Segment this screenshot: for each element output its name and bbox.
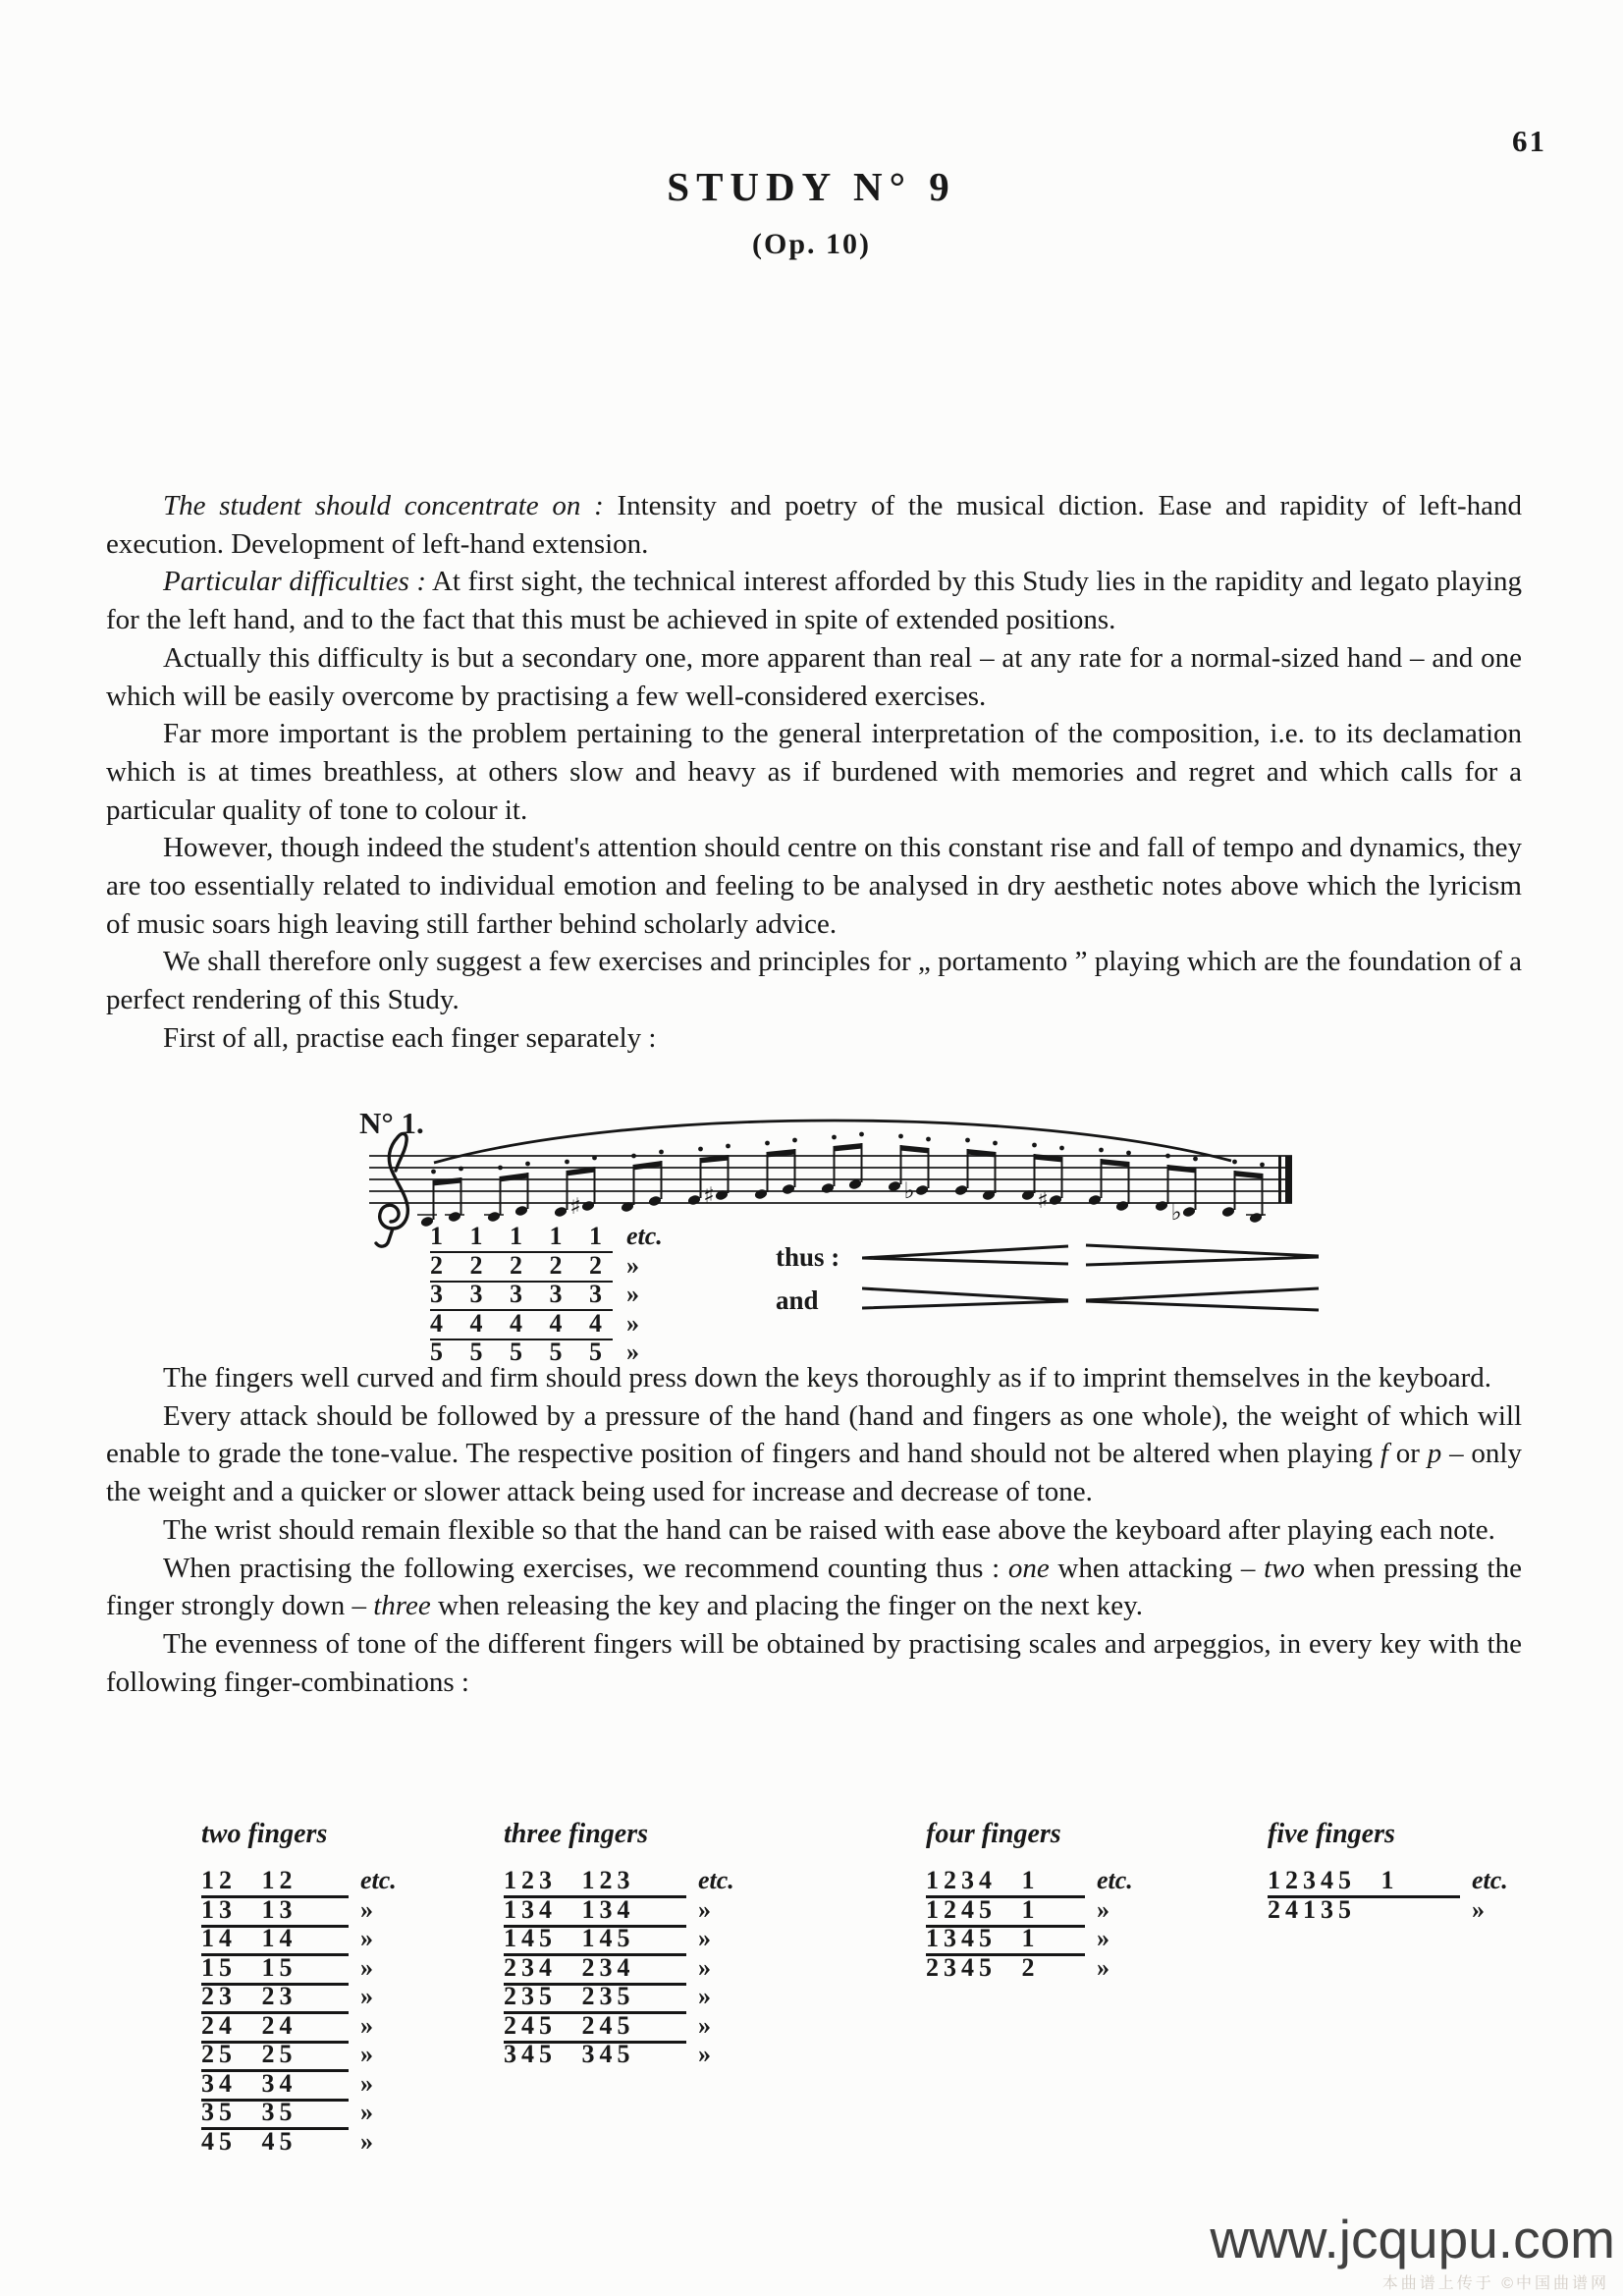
paragraph (106, 1397, 1522, 1511)
combination-suffix: etc. (1472, 1866, 1508, 1894)
combination-pair: 123 123 (504, 1866, 686, 1898)
combination-row (926, 1953, 1133, 1983)
sharp-icon: ♯ (1037, 1188, 1049, 1214)
combination-pair: 13 13 (201, 1895, 349, 1928)
combination-row (504, 1982, 734, 2011)
page-number: 61 (1512, 124, 1546, 158)
crescendo-decrescendo-hairpins-icon (862, 1240, 1324, 1274)
combination-row (504, 2011, 734, 2041)
combination-pair: 12 12 (201, 1866, 349, 1898)
italic-one: one (1007, 1552, 1050, 1584)
combination-row (201, 1953, 397, 1983)
column-header: two fingers (201, 1819, 328, 1849)
italic-p: p (1427, 1438, 1442, 1470)
combination-pair: 35 35 (201, 2098, 349, 2130)
combination-row (201, 2127, 397, 2157)
combination-pair: 15 15 (201, 1953, 349, 1986)
combination-suffix: » (360, 1894, 373, 1924)
combination-suffix: » (1097, 1894, 1109, 1924)
paragraph-text: or (1387, 1438, 1428, 1470)
paragraph-lead: Particular difficulties : (163, 566, 427, 598)
combination-suffix: » (698, 1924, 711, 1952)
column-header: three fingers (504, 1819, 648, 1849)
combination-suffix: » (360, 2098, 373, 2126)
combination-row (201, 2098, 397, 2127)
combination-pair: 14 14 (201, 1924, 349, 1956)
combination-suffix: etc. (360, 1866, 397, 1894)
fingering-digits: 5 5 5 5 5 (430, 1338, 602, 1366)
italic-two: two (1264, 1552, 1305, 1584)
sharp-icon: ♯ (569, 1194, 581, 1220)
combination-row (201, 1924, 397, 1953)
final-barline (1278, 1156, 1292, 1203)
combination-pair: 134 134 (504, 1895, 686, 1928)
fingering-digits: 2 2 2 2 2 (430, 1251, 613, 1283)
paragraph (106, 487, 1522, 563)
combination-suffix: » (1472, 1894, 1485, 1924)
exercise-number-label: N° 1. (359, 1106, 424, 1140)
combination-suffix: » (360, 1982, 373, 2010)
paragraph-text: when releasing the key and placing the finger on the next key. (430, 1590, 1144, 1622)
fingering-suffix: » (626, 1308, 639, 1338)
watermark-url: www.jcqupu.com (1210, 2209, 1615, 2269)
combination-row (926, 1924, 1133, 1953)
fingering-suffix: etc. (626, 1222, 663, 1250)
dynamics-legend (776, 1235, 1324, 1322)
study-title: STUDY N° 9 (667, 164, 956, 209)
combination-row (504, 1953, 734, 1983)
italic-f: f (1380, 1438, 1388, 1470)
paragraph: Actually this difficulty is but a secondary one, more apparent than real – at any rate for a normal-sized hand – and one which will be easily overcome by practising a few well-considered exercises. (106, 641, 1522, 712)
paragraph-lead: The student should concentrate on : (163, 490, 604, 521)
combination-column-five-fingers (1268, 1819, 1508, 1924)
fingering-table (430, 1222, 663, 1367)
paragraph (106, 563, 1522, 638)
combination-row (926, 1895, 1133, 1925)
combination-row (504, 1895, 734, 1925)
combination-row (1268, 1866, 1508, 1895)
combination-suffix: » (360, 1924, 373, 1952)
combination-suffix: » (698, 1982, 711, 2010)
paragraph-text: When practising the following exercises, we recommend counting thus : (163, 1552, 1008, 1584)
intro-paragraphs (106, 487, 1522, 1058)
fingering-suffix: » (626, 1280, 639, 1308)
fingering-digits: 3 3 3 3 3 (430, 1280, 613, 1311)
fingering-suffix: » (626, 1250, 639, 1280)
combination-suffix: » (698, 2010, 711, 2040)
combination-pair: 145 145 (504, 1924, 686, 1956)
paragraph-text: Intensity and poetry of the musical diction. Ease and rapidity of left-hand execution. Development of left-hand extension. (106, 490, 1522, 560)
combination-row (504, 1924, 734, 1953)
combination-suffix: etc. (1097, 1866, 1133, 1894)
combination-column-two-fingers (201, 1819, 397, 2156)
italic-three: three (373, 1590, 431, 1622)
dynamics-row-and (776, 1279, 1324, 1322)
combination-pair: 235 235 (504, 1982, 686, 2014)
column-header: four fingers (926, 1819, 1061, 1849)
fingering-row (430, 1251, 663, 1281)
and-label: and (776, 1285, 819, 1315)
combination-suffix: » (360, 2010, 373, 2040)
combination-row (504, 2040, 734, 2069)
combination-pair: 34 34 (201, 2069, 349, 2102)
combination-column-four-fingers (926, 1819, 1133, 1982)
combination-pair: 234 234 (504, 1953, 686, 1986)
fingering-digits: 4 4 4 4 4 (430, 1309, 613, 1340)
watermark-note: 本曲谱上传于 ©中国曲谱网 (1381, 2275, 1609, 2292)
combination-pair: 23 23 (201, 1982, 349, 2014)
combination-pair: 45 45 (201, 2126, 298, 2156)
combination-row (201, 1895, 397, 1925)
paragraph-text: Every attack should be followed by a pressure of the hand (hand and fingers as one whole), the weight of which will enable to grade the tone-value. The respective position of fingers and hand should not be altered when playing (106, 1399, 1522, 1470)
combination-pair: 1234 1 (926, 1866, 1085, 1898)
combination-row (201, 2040, 397, 2069)
combination-row (504, 1866, 734, 1895)
combination-suffix: » (360, 2126, 373, 2156)
paragraph (106, 1550, 1522, 1625)
paragraph: The wrist should remain flexible so that the hand can be raised with ease above the keyboard after playing each note. (163, 1513, 1495, 1546)
combination-pair: 24135 (1268, 1894, 1356, 1924)
combination-row (1268, 1895, 1508, 1925)
paragraph: The fingers well curved and firm should press down the keys thoroughly as if to imprint themselves in the keyboard. (163, 1362, 1492, 1394)
combination-pair: 345 345 (504, 2040, 635, 2068)
combination-suffix: » (1097, 1952, 1109, 1982)
combination-column-three-fingers (504, 1819, 734, 2069)
combination-row (201, 1982, 397, 2011)
combination-suffix: » (698, 1952, 711, 1982)
combination-pair: 2345 2 (926, 1952, 1040, 1982)
combination-suffix: » (698, 2040, 711, 2068)
decrescendo-crescendo-hairpins-icon (862, 1284, 1324, 1317)
combination-pair: 245 245 (504, 2011, 686, 2044)
paragraph: First of all, practise each finger separately : (163, 1021, 657, 1054)
fingering-row (430, 1309, 663, 1339)
fingering-row (430, 1222, 663, 1251)
combination-suffix: » (698, 1894, 711, 1924)
fingering-suffix: » (626, 1338, 639, 1366)
combination-pair: 24 24 (201, 2011, 349, 2044)
opus-subtitle: (Op. 10) (752, 228, 871, 260)
paragraph: The evenness of tone of the different fingers will be obtained by practising scales and arpeggios, in every key with the following finger-combinations : (106, 1627, 1522, 1698)
dynamics-row-thus (776, 1235, 1324, 1279)
paragraph: Far more important is the problem pertaining to the general interpretation of the composition, i.e. to its declamation which is at times breathless, at others slow and heavy as if burdened with memories and regret and which calls for a particular quality of tone to colour it. (106, 718, 1522, 826)
paragraph-text: when pressing the finger strongly down – (106, 1552, 1522, 1622)
combination-pair: 25 25 (201, 2040, 349, 2072)
column-header: five fingers (1268, 1819, 1395, 1849)
flat-icon: ♭ (1170, 1200, 1182, 1226)
treble-clef-icon (376, 1134, 407, 1247)
combination-pair: 12345 1 (1268, 1866, 1460, 1898)
combination-suffix: » (1097, 1924, 1109, 1952)
combination-pair: 1345 1 (926, 1924, 1085, 1956)
combination-suffix: » (360, 1952, 373, 1982)
combination-row (201, 1866, 397, 1895)
sharp-icon: ♯ (703, 1183, 715, 1209)
flat-icon: ♭ (903, 1178, 915, 1204)
paragraph: However, though indeed the student's attention should centre on this constant rise and fall of tempo and dynamics, they are too essentially related to individual emotion and feeling to be analysed in dry aesthetic notes above which the lyricism of music soars high leaving still farther behind scholarly advice. (106, 832, 1522, 940)
body-paragraphs (106, 1359, 1522, 1701)
combination-row (201, 2011, 397, 2041)
combination-row (201, 2069, 397, 2099)
paragraph-text: At first sight, the technical interest afforded by this Study lies in the rapidity and legato playing for the left hand, and to the fact that this must be achieved in spite of extended positions. (106, 566, 1522, 636)
combination-suffix: etc. (698, 1866, 734, 1894)
fingering-row (430, 1280, 663, 1309)
combination-suffix: » (360, 2068, 373, 2098)
combination-pair: 1245 1 (926, 1895, 1085, 1928)
combination-suffix: » (360, 2040, 373, 2068)
combination-row (926, 1866, 1133, 1895)
thus-label: thus : (776, 1241, 840, 1272)
paragraph-text: when attacking – (1049, 1552, 1265, 1584)
fingering-digits: 1 1 1 1 1 (430, 1222, 613, 1253)
paragraph: We shall therefore only suggest a few exercises and principles for „ portamento ” playing which are the foundation of a perfect rendering of this Study. (106, 946, 1522, 1016)
paragraph-text: – only the weight and a quicker or slower attack being used for increase and decrease of tone. (106, 1438, 1522, 1508)
